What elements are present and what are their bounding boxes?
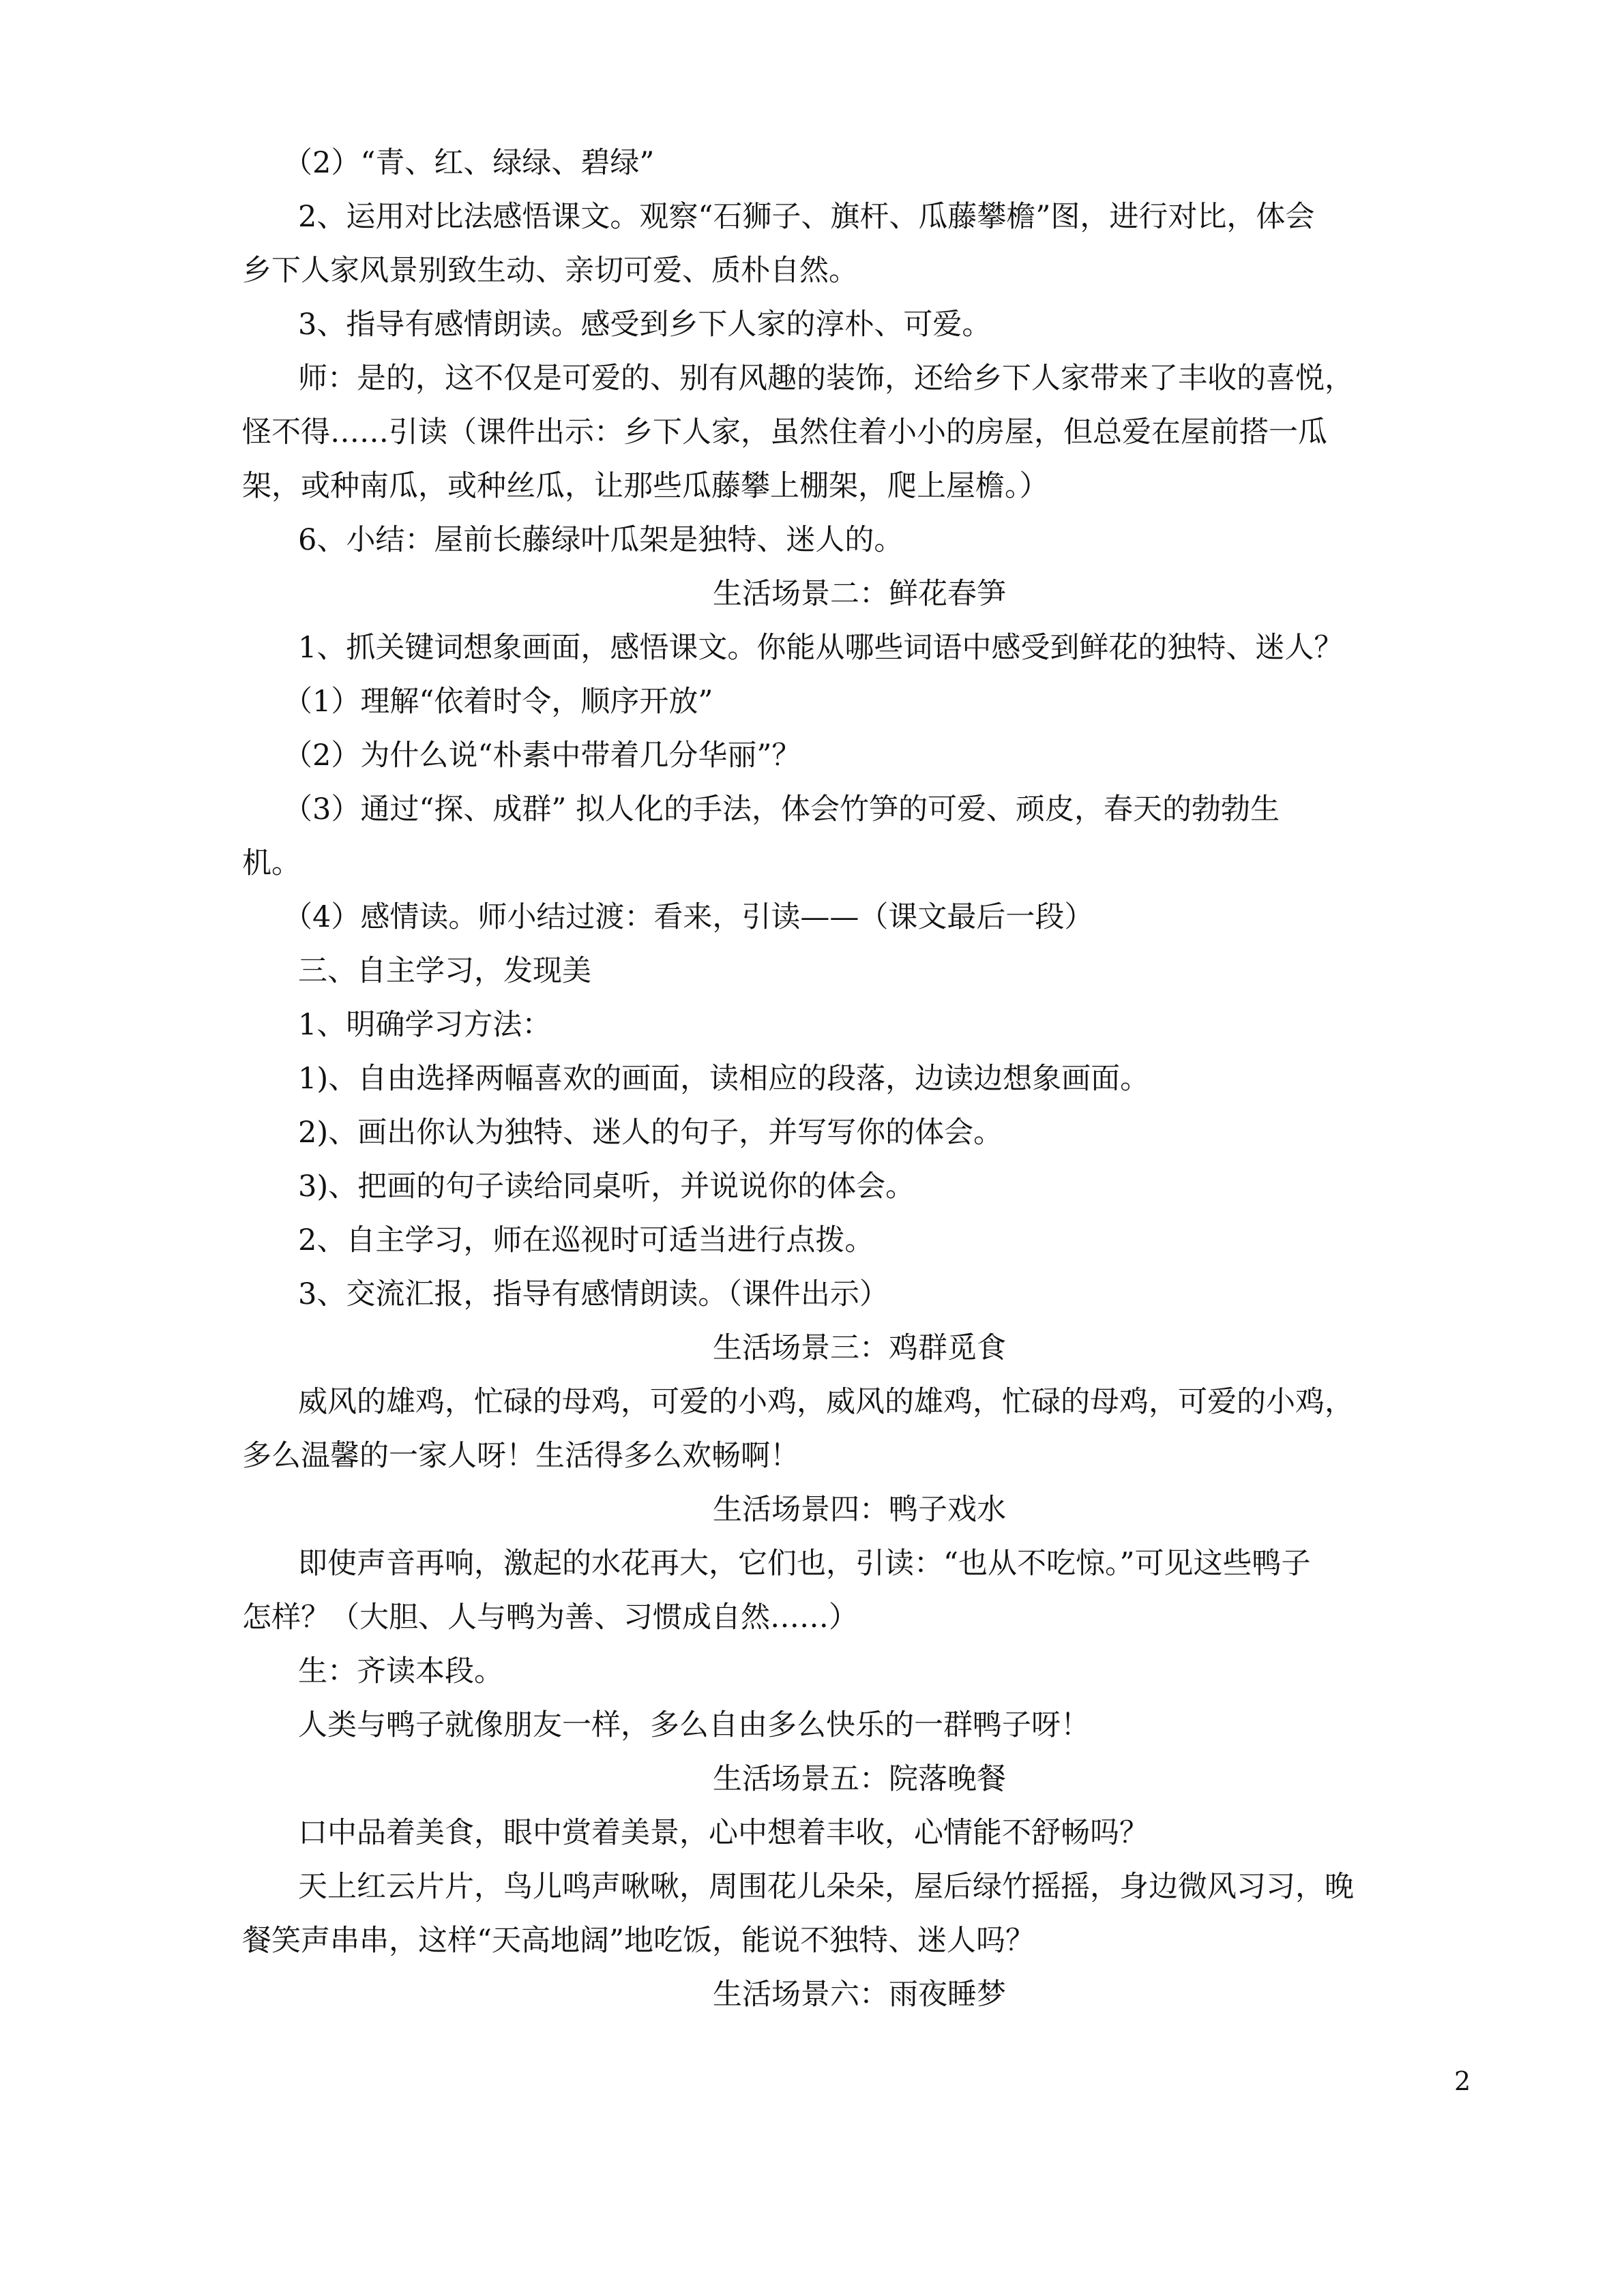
text-line: 生：齐读本段。 bbox=[298, 1654, 503, 1688]
document-body bbox=[242, 136, 1477, 2022]
text-line: 师：是的，这不仅是可爱的、别有风趣的装饰，还给乡下人家带来了丰收的喜悦， bbox=[298, 361, 1354, 396]
text-line: 1、明确学习方法： bbox=[298, 1008, 552, 1042]
text-line: 6、小结：屋前长藤绿叶瓜架是独特、迷人的。 bbox=[298, 523, 904, 557]
section-heading: 生活场景六：雨夜睡梦 bbox=[713, 1978, 1006, 2012]
text-line: （2）“青、红、绿绿、碧绿” bbox=[283, 146, 655, 180]
page-number: 2 bbox=[1454, 2066, 1471, 2096]
text-line: 2、自主学习，师在巡视时可适当进行点拨。 bbox=[298, 1223, 874, 1257]
section-heading: 生活场景三：鸡群觅食 bbox=[713, 1331, 1006, 1365]
text-line: 威风的雄鸡，忙碌的母鸡，可爱的小鸡，威风的雄鸡，忙碌的母鸡，可爱的小鸡， bbox=[298, 1385, 1354, 1419]
text-line: 即使声音再响，激起的水花再大，它们也，引读：“也从不吃惊。”可见这些鸭子 bbox=[298, 1547, 1311, 1581]
text-line: （3）通过“探、成群” 拟人化的手法，体会竹笋的可爱、顽皮，春天的勃勃生 bbox=[283, 792, 1280, 826]
text-line: （1）理解“依着时令，顺序开放” bbox=[283, 685, 713, 719]
text-line: 机。 bbox=[242, 846, 301, 880]
section-heading: 生活场景五：院落晚餐 bbox=[713, 1762, 1006, 1796]
text-line: （2）为什么说“朴素中带着几分华丽”？ bbox=[283, 739, 801, 773]
text-line: 3)、把画的句子读给同桌听，并说说你的体会。 bbox=[298, 1169, 915, 1204]
section-heading: 生活场景二：鲜花春笋 bbox=[713, 577, 1006, 611]
text-line: 3、指导有感情朗读。感受到乡下人家的淳朴、可爱。 bbox=[298, 308, 992, 342]
text-line: 怪不得……引读（课件出示：乡下人家，虽然住着小小的房屋，但总爱在屋前搭一瓜 bbox=[242, 415, 1327, 449]
text-line: 1)、自由选择两幅喜欢的画面，读相应的段落，边读边想象画面。 bbox=[298, 1062, 1150, 1096]
text-line: 餐笑声串串，这样“天高地阔”地吃饭，能说不独特、迷人吗？ bbox=[242, 1924, 1035, 1958]
text-line: 乡下人家风景别致生动、亲切可爱、质朴自然。 bbox=[242, 254, 858, 288]
section-heading: 生活场景四：鸭子戏水 bbox=[713, 1493, 1006, 1527]
text-line: 2)、画出你认为独特、迷人的句子，并写写你的体会。 bbox=[298, 1116, 1003, 1150]
text-line: 3、交流汇报，指导有感情朗读。（课件出示） bbox=[298, 1277, 889, 1311]
text-line: 2、运用对比法感悟课文。观察“石狮子、旗杆、瓜藤攀檐”图，进行对比，体会 bbox=[298, 200, 1315, 234]
text-line: 人类与鸭子就像朋友一样，多么自由多么快乐的一群鸭子呀！ bbox=[298, 1708, 1090, 1742]
text-line: 1、抓关键词想象画面，感悟课文。你能从哪些词语中感受到鲜花的独特、迷人？ bbox=[298, 631, 1344, 665]
text-line: 多么温馨的一家人呀！生活得多么欢畅啊！ bbox=[242, 1439, 799, 1473]
text-line: 天上红云片片，鸟儿鸣声啾啾，周围花儿朵朵，屋后绿竹摇摇，身边微风习习，晚 bbox=[298, 1870, 1354, 1904]
text-line: （4）感情读。师小结过渡：看来，引读——（课文最后一段） bbox=[283, 900, 1094, 934]
text-line: 架，或种南瓜，或种丝瓜，让那些瓜藤攀上棚架，爬上屋檐。） bbox=[242, 469, 1049, 503]
text-line: 口中品着美食，眼中赏着美景，心中想着丰收，心情能不舒畅吗？ bbox=[298, 1816, 1149, 1850]
text-line: 怎样？（大胆、人与鸭为善、习惯成自然……） bbox=[242, 1600, 858, 1635]
text-line: 三、自主学习，发现美 bbox=[298, 954, 591, 988]
